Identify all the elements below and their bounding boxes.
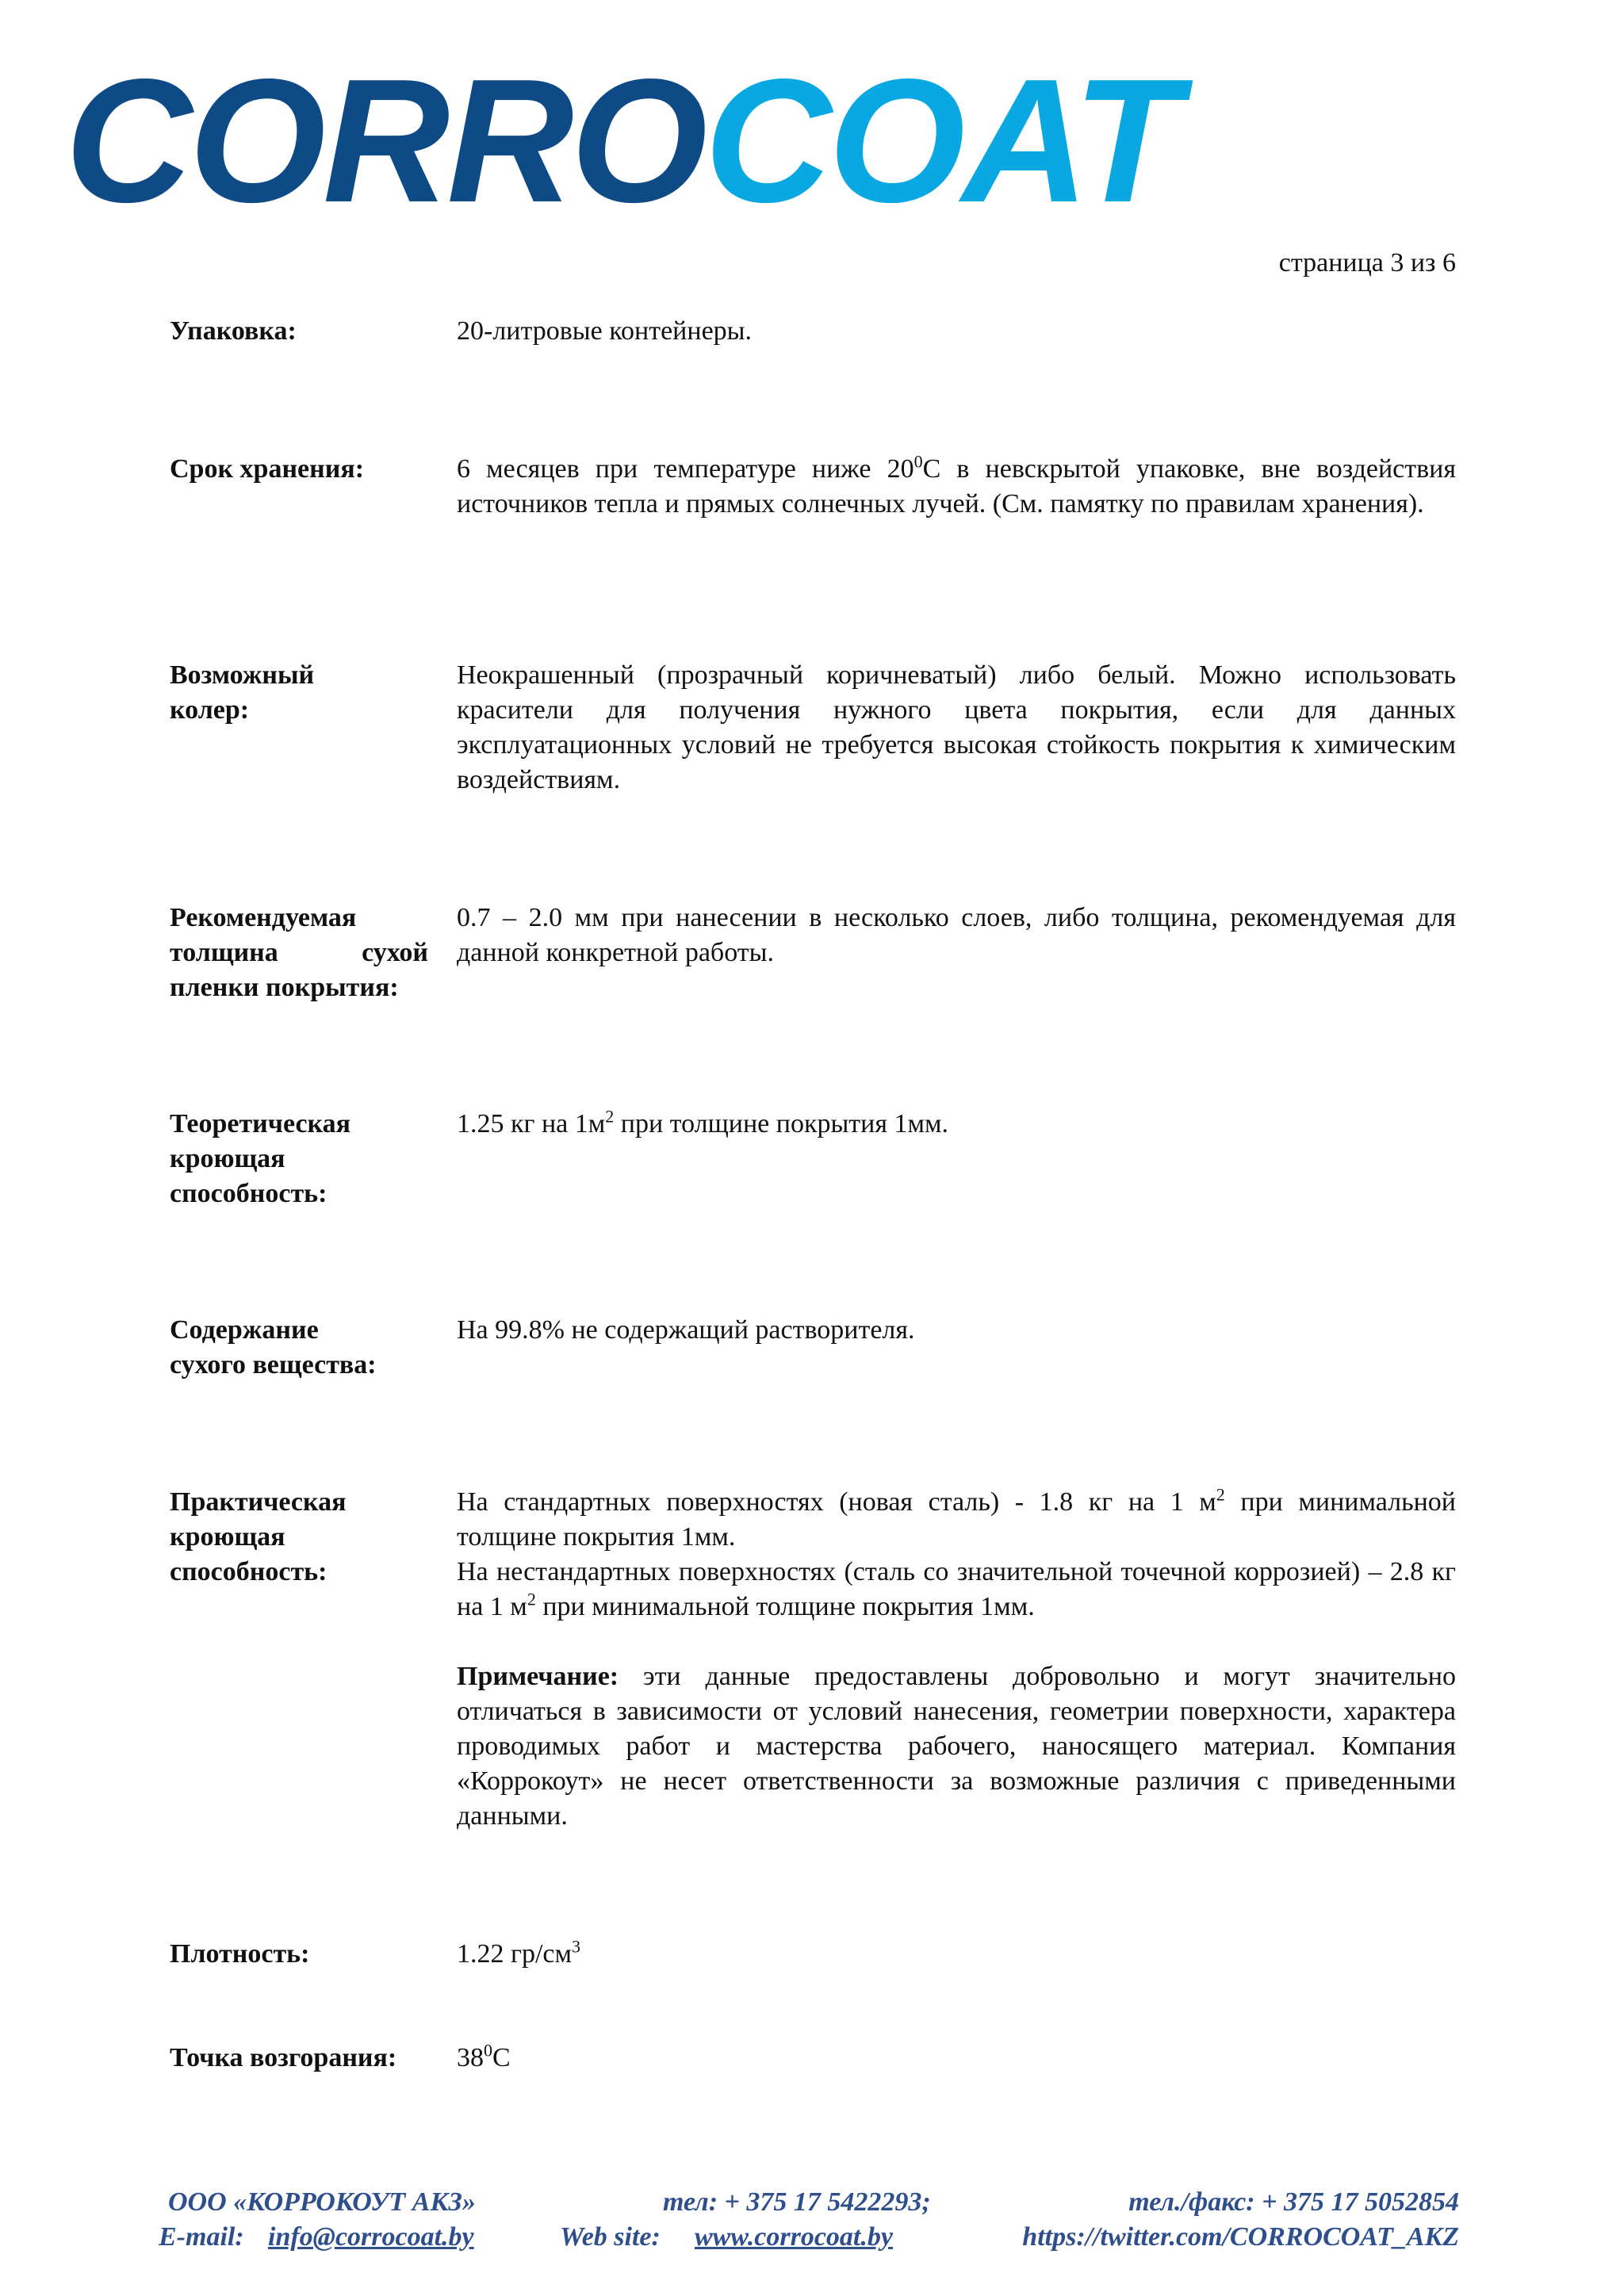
flash-point-value: $38^0С$ (457, 2040, 511, 2072)
practical-standard-surfaces: На стандартных поверхностях (новая сталь) - 1.8 кг на 1 $м^2$ при минимальной толщине покрытия 1мм. (457, 1484, 1456, 1552)
footer-email-link[interactable]: info@corrocoat.by (268, 2222, 474, 2252)
logo-part-coat: COAT (704, 43, 1178, 239)
thickness-value: 0.7 – 2.0 мм при нанесении в несколько слоев, либо толщина, рекомендуемая для данной конкретной работы. (457, 903, 1456, 967)
density-label: Плотность: (170, 1939, 310, 1969)
footer-website-link[interactable]: www.corrocoat.by (695, 2222, 893, 2252)
footer-fax: тел./факс: + 375 17 5052854 (1128, 2187, 1459, 2217)
shelf-life-value: 6 месяцев при температуре ниже $20^0С$ в невскрытой упаковке, вне воздействия источников тепла и прямых солнечных лучей. (См. памятку по правилам хранения). (457, 451, 1456, 519)
color-value: Неокрашенный (прозрачный коричневатый) либо белый. Можно использовать красители для получения нужного цвета покрытия, если для данных эксплуатационных условий не требуется высокая стойкость покрытия к химическим воздействиям. (457, 660, 1456, 794)
practical-note: Примечание: эти данные предоставлены добровольно и могут значительно отличаться в зависимости от условий нанесения, геометрии поверхности, характера проводимых работ и мастерства рабочего, наносящего материал. Компания «Коррокоут» не несет ответственности за возможные различия с приведенными данными. (457, 1662, 1456, 1831)
flash-point-label: Точка возгорания: (170, 2043, 397, 2072)
packaging-value: 20-литровые контейнеры. (457, 316, 753, 346)
footer-company: ООО «КОРРОКОУТ АКЗ» (168, 2187, 476, 2217)
shelf-life-label: Срок хранения: (170, 454, 365, 484)
footer-phone: тел: + 375 17 5422293; (663, 2187, 931, 2217)
corrocoat-logo (65, 43, 1564, 239)
footer-email-label: E-mail: (159, 2222, 244, 2252)
page-number: страница 3 из 6 (1278, 248, 1456, 277)
theoretical-coverage-label: Теоретическая кроющая способность: (170, 1109, 351, 1208)
footer-website-label: Web site: (560, 2222, 661, 2252)
solids-value: На 99.8% не содержащий растворителя. (457, 1315, 915, 1345)
practical-nonstandard-surfaces: На нестандартных поверхностях (сталь со значительной точечной коррозией) – 2.8 кг на 1 $м^2$ при минимальной толщине покрытия 1мм. (457, 1557, 1456, 1621)
solids-label: Содержание сухого вещества: (170, 1315, 377, 1380)
footer-twitter-link[interactable]: https://twitter.com/CORROCOAT_AKZ (1022, 2222, 1459, 2252)
logo-part-corro: CORRO (65, 43, 705, 239)
density-value: 1.22 $гр/см^3$ (457, 1936, 580, 1969)
thickness-label: Рекомендуемая толщина сухой пленки покрытия: (170, 903, 428, 1002)
packaging-label: Упаковка: (170, 316, 297, 346)
practical-coverage-label: Практическая кроющая способность: (170, 1487, 347, 1586)
color-label: Возможный колер: (170, 660, 315, 725)
theoretical-coverage-value: 1.25 кг на $1м^2$ при толщине покрытия 1мм. (457, 1106, 949, 1138)
practical-coverage-value (457, 1485, 1456, 1834)
